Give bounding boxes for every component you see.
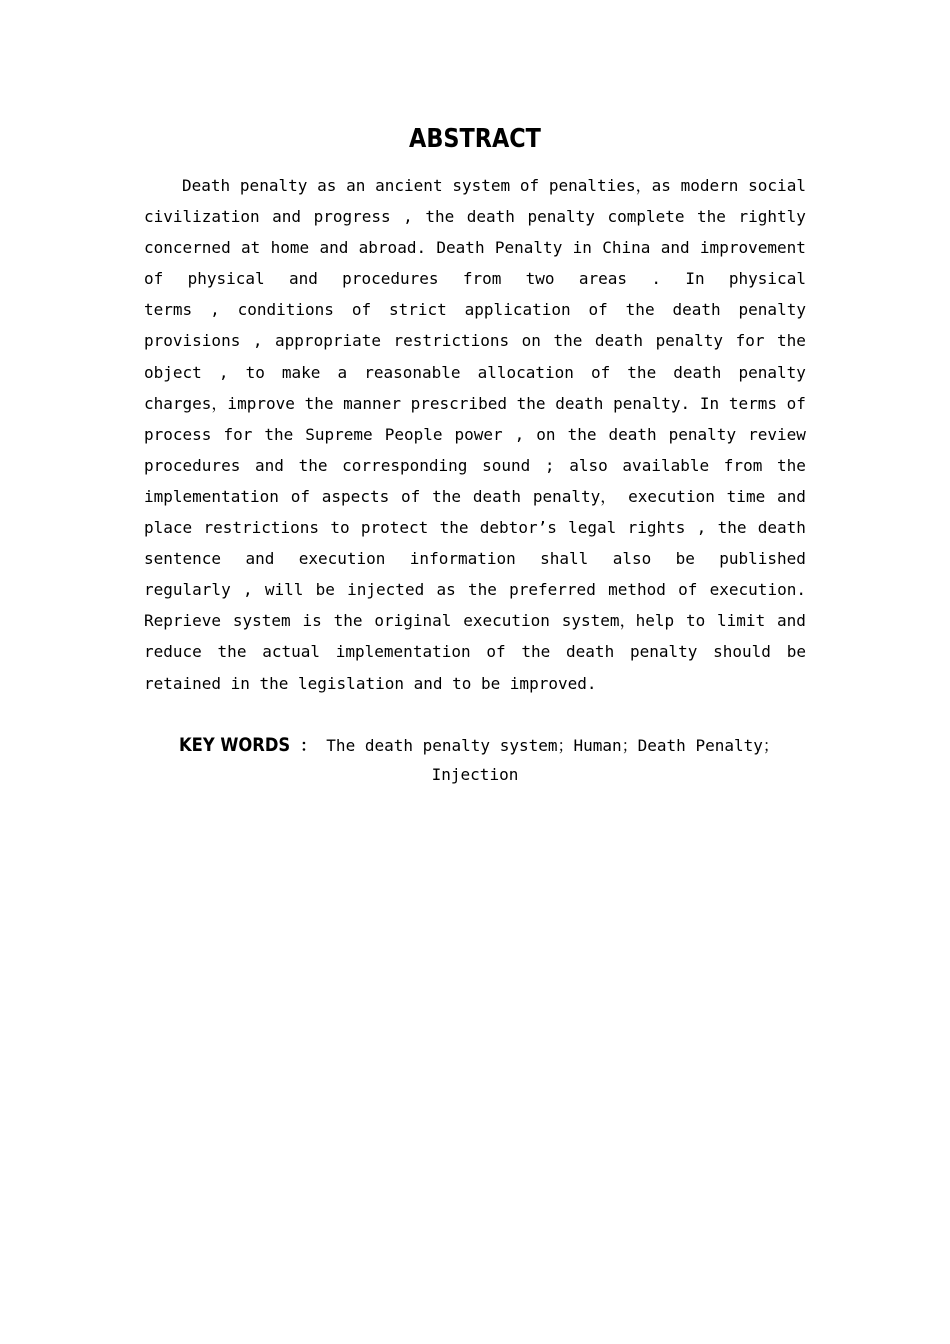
abstract-word: also [569, 455, 608, 475]
abstract-line [144, 388, 806, 419]
keywords-list: The death penalty system；Human；Death Penalty； [326, 736, 779, 755]
abstract-word: of [588, 300, 608, 320]
abstract-word: , [514, 424, 525, 444]
abstract-word: physical [187, 269, 265, 289]
abstract-word: death [672, 300, 721, 320]
abstract-word: be [786, 642, 806, 662]
abstract-word: object [144, 362, 202, 382]
abstract-word: concerned [144, 238, 231, 258]
abstract-word: restrictions [393, 331, 510, 351]
abstract-word: prescribed [410, 393, 507, 413]
abstract-word: as [317, 176, 337, 195]
abstract-word: modern [680, 176, 739, 195]
abstract-word: rightly [738, 207, 806, 227]
abstract-line [144, 232, 806, 263]
abstract-word: review [748, 424, 806, 444]
abstract-word: conditions [237, 300, 334, 320]
abstract-word: process [144, 424, 212, 444]
abstract-word: terms [728, 393, 777, 413]
abstract-word: execution [628, 486, 715, 506]
abstract-word: penalty [527, 207, 595, 227]
abstract-word: the [298, 455, 328, 475]
abstract-line [144, 170, 806, 201]
abstract-word: for [735, 331, 765, 351]
abstract-word: procedures [144, 455, 241, 475]
abstract-word: terms [144, 300, 193, 320]
abstract-word: progress [313, 207, 391, 227]
abstract-word: civilization [144, 207, 260, 227]
abstract-word: penalty [629, 642, 698, 662]
abstract-word: the [625, 300, 655, 320]
abstract-word: make [281, 362, 321, 382]
abstract-word: regularly [144, 580, 231, 600]
keywords-separator: ： [300, 736, 317, 755]
abstract-word: death [472, 486, 522, 506]
abstract-word: the [553, 331, 583, 351]
abstract-word: In [699, 393, 720, 413]
abstract-word: death [673, 362, 722, 382]
abstract-word: Supreme [305, 424, 373, 444]
abstract-word: penalty [655, 331, 724, 351]
abstract-line [144, 512, 806, 543]
abstract-word: and [777, 486, 806, 506]
abstract-word: legislation [298, 673, 404, 693]
abstract-word: for [223, 424, 253, 444]
abstract-word: in [230, 673, 250, 693]
abstract-line [144, 543, 806, 574]
abstract-word: to [685, 611, 706, 631]
abstract-word: to [330, 518, 350, 538]
abstract-word: of [401, 486, 421, 506]
abstract-line [144, 357, 806, 388]
abstract-word: , [696, 518, 707, 538]
abstract-word: be [315, 580, 335, 600]
abstract-word: the [425, 207, 455, 227]
abstract-word: the [432, 486, 462, 506]
abstract-word: and [319, 238, 349, 258]
abstract-word: the [521, 642, 551, 662]
abstract-word: an [346, 176, 366, 195]
abstract-line [144, 294, 806, 325]
abstract-word: death [608, 424, 657, 444]
abstract-word: legal [568, 518, 617, 538]
abstract-word: the [304, 393, 334, 413]
abstract-word: . [651, 269, 661, 289]
abstract-word: at [241, 238, 261, 258]
abstract-word: allocation [477, 362, 574, 382]
abstract-word: penalty， [532, 486, 617, 506]
abstract-word: the [259, 673, 289, 693]
abstract-word: Death [436, 238, 485, 258]
abstract-word: penalty. [613, 393, 691, 413]
abstract-word: debtor’s [479, 518, 557, 538]
abstract-word: Penalty [494, 238, 563, 258]
abstract-word: the [264, 424, 294, 444]
abstract-word: method [608, 580, 666, 600]
abstract-word: areas [578, 269, 628, 289]
abstract-word: and [777, 611, 806, 631]
abstract-word: strict [388, 300, 447, 320]
abstract-word: death [555, 393, 604, 413]
abstract-word: the [516, 393, 546, 413]
abstract-word: penalty [668, 424, 737, 444]
keywords-label: KEY WORDS [179, 734, 291, 756]
abstract-word: home [270, 238, 310, 258]
abstract-word: application [464, 300, 571, 320]
abstract-word: manner [343, 393, 401, 413]
abstract-word: the [697, 207, 726, 227]
abstract-word: implementation [144, 486, 279, 506]
abstract-word: penalty [738, 362, 806, 382]
abstract-word: to [245, 362, 265, 382]
abstract-word: , [242, 580, 253, 600]
abstract-word: death [566, 642, 615, 662]
abstract-word: is [302, 611, 322, 631]
keywords-list-continued: Injection [431, 765, 519, 784]
abstract-word: rights [627, 518, 686, 538]
abstract-word: penalty [738, 300, 806, 320]
abstract-word: actual [262, 642, 320, 662]
abstract-word: power [454, 424, 503, 444]
abstract-word: aspects [321, 486, 390, 506]
abstract-word: and [245, 549, 275, 569]
abstract-word: of [678, 580, 698, 600]
abstract-word: corresponding [342, 455, 468, 475]
abstract-word: People [384, 424, 443, 444]
abstract-word: complete [607, 207, 685, 227]
abstract-word: on [536, 424, 556, 444]
abstract-word: time [726, 486, 766, 506]
abstract-word: the [439, 518, 469, 538]
abstract-word: information [409, 549, 516, 569]
abstract-word: abroad. [358, 238, 427, 258]
abstract-word: improved. [509, 673, 597, 693]
abstract-word: system [232, 611, 291, 631]
abstract-word: available [622, 455, 710, 475]
abstract-word: ancient [375, 176, 443, 195]
abstract-word: penalties，as [548, 176, 671, 195]
abstract-word: preferred [509, 580, 596, 600]
abstract-line [144, 636, 806, 667]
abstract-word: as [436, 580, 456, 600]
abstract-word: be [480, 673, 501, 693]
abstract-word: of [290, 486, 310, 506]
abstract-word: ; [544, 455, 555, 475]
abstract-word: the [777, 455, 806, 475]
abstract-word: system [452, 176, 511, 195]
abstract-word: reasonable [364, 362, 461, 382]
abstract-word: be [675, 549, 695, 569]
abstract-word: physical [728, 269, 806, 289]
abstract-word: published [719, 549, 806, 569]
abstract-word: death [594, 331, 644, 351]
abstract-word: protect [360, 518, 429, 538]
abstract-word: and [288, 269, 318, 289]
abstract-word: , [252, 331, 263, 351]
abstract-word: of [486, 642, 506, 662]
abstract-word: the [627, 362, 657, 382]
abstract-word: Death [182, 176, 231, 195]
abstract-word: charges，improve [144, 393, 295, 413]
abstract-word: execution. [709, 580, 806, 600]
abstract-word: from [723, 455, 763, 475]
abstract-word: to [452, 673, 472, 693]
abstract-word: procedures [342, 269, 439, 289]
abstract-word: death [757, 518, 806, 538]
abstract-word: retained [144, 673, 222, 693]
abstract-word: place [144, 518, 193, 538]
abstract-word: the [467, 580, 497, 600]
abstract-word: , [210, 300, 220, 320]
abstract-word: injected [347, 580, 425, 600]
abstract-word: reduce [144, 642, 202, 662]
abstract-word: provisions [144, 331, 241, 351]
abstract-word: a [337, 362, 348, 382]
abstract-line [144, 605, 806, 636]
abstract-word: of [144, 269, 164, 289]
abstract-word: social [748, 176, 806, 195]
abstract-word: restrictions [203, 518, 320, 538]
abstract-line [144, 325, 806, 356]
abstract-word: implementation [335, 642, 471, 662]
abstract-word: improvement [699, 238, 806, 258]
abstract-word: on [521, 331, 541, 351]
abstract-word: China [602, 238, 651, 258]
abstract-line [144, 201, 806, 232]
abstract-word: the [777, 331, 806, 351]
abstract-word: and [255, 455, 284, 475]
abstract-line [144, 450, 806, 481]
abstract-word: from [462, 269, 502, 289]
abstract-line [144, 481, 806, 512]
abstract-word: , [403, 207, 413, 227]
abstract-word: system，help [561, 611, 675, 631]
abstract-word: limit [717, 611, 766, 631]
abstract-word: In [685, 269, 705, 289]
abstract-word: sound [482, 455, 531, 475]
abstract-word: execution [298, 549, 386, 569]
abstract-body [144, 170, 806, 699]
abstract-word: death [466, 207, 515, 227]
abstract-word: the [333, 611, 363, 631]
keywords-section [179, 730, 779, 761]
abstract-word: of [351, 300, 372, 320]
abstract-word: of [519, 176, 540, 195]
abstract-word: and [660, 238, 690, 258]
abstract-word: sentence [144, 549, 222, 569]
abstract-word: should [713, 642, 771, 662]
abstract-line [144, 668, 806, 699]
abstract-word: original [374, 611, 452, 631]
abstract-line [144, 419, 806, 450]
abstract-word: , [218, 362, 229, 382]
abstract-word: shall [540, 549, 589, 569]
abstract-line [144, 574, 806, 605]
abstract-word: Reprieve [144, 611, 222, 631]
abstract-word: execution [463, 611, 550, 631]
abstract-word: appropriate [275, 331, 381, 351]
abstract-word: will [264, 580, 304, 600]
abstract-word: the [717, 518, 747, 538]
abstract-word: and [413, 673, 443, 693]
abstract-line [144, 263, 806, 294]
abstract-word: and [272, 207, 302, 227]
abstract-word: of [786, 393, 806, 413]
abstract-word: also [612, 549, 652, 569]
abstract-word: of [590, 362, 611, 382]
abstract-word: penalty [239, 176, 308, 195]
abstract-word: the [217, 642, 247, 662]
abstract-word: in [572, 238, 592, 258]
abstract-word: the [567, 424, 597, 444]
abstract-title: ABSTRACT [409, 124, 541, 154]
abstract-word: two [525, 269, 555, 289]
